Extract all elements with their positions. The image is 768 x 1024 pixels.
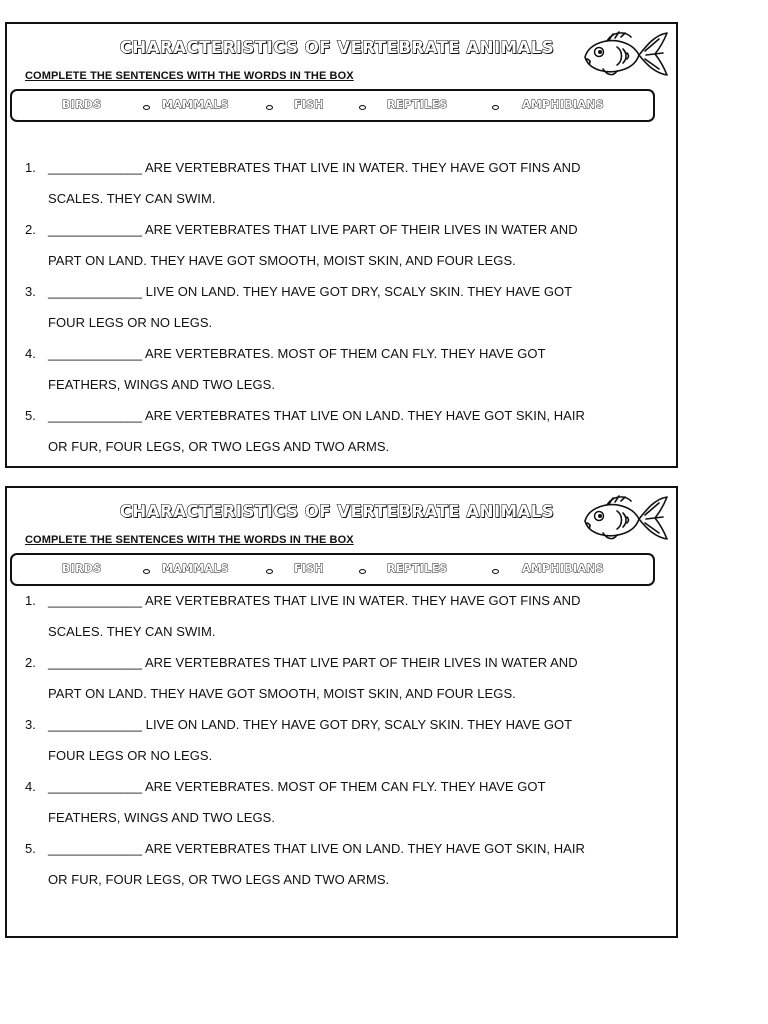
worksheet-1 <box>5 22 678 468</box>
sentence-text-continued: PART ON LAND. THEY HAVE GOT SMOOTH, MOIST SKIN, AND FOUR LEGS. <box>48 253 516 268</box>
bullet-separator <box>143 569 150 574</box>
sentence-text: ARE VERTEBRATES. MOST OF THEM CAN FLY. THEY HAVE GOT <box>144 779 546 794</box>
sentence-text-continued: FOUR LEGS OR NO LEGS. <box>48 748 213 763</box>
bullet-separator <box>266 569 273 574</box>
fish-icon <box>579 27 671 81</box>
instruction-text: COMPLETE THE SENTENCES WITH THE WORDS IN THE BOX <box>25 534 354 546</box>
word-amphibians: AMPHIBIANS <box>522 562 604 575</box>
word-box <box>10 553 655 586</box>
sentence-text-continued: SCALES. THEY CAN SWIM. <box>48 191 216 206</box>
word-amphibians: AMPHIBIANS <box>522 98 604 111</box>
sentence-number: 5. <box>25 841 36 856</box>
word-box <box>10 89 655 122</box>
answer-blank[interactable]: _____________ <box>48 779 142 794</box>
answer-blank[interactable]: _____________ <box>48 160 142 175</box>
bullet-separator <box>492 105 499 110</box>
answer-blank[interactable]: _____________ <box>48 346 142 361</box>
word-reptiles: REPTILES <box>387 98 448 111</box>
sentence-text: ARE VERTEBRATES THAT LIVE IN WATER. THEY HAVE GOT FINS AND <box>144 160 581 175</box>
sentence-number: 2. <box>25 222 36 237</box>
word-fish: FISH <box>294 98 324 111</box>
answer-blank[interactable]: _____________ <box>48 655 142 670</box>
sentence-text-continued: OR FUR, FOUR LEGS, OR TWO LEGS AND TWO ARMS. <box>48 439 390 454</box>
sentence-text-continued: PART ON LAND. THEY HAVE GOT SMOOTH, MOIST SKIN, AND FOUR LEGS. <box>48 686 516 701</box>
sentence-text: LIVE ON LAND. THEY HAVE GOT DRY, SCALY SKIN. THEY HAVE GOT <box>145 717 573 732</box>
fish-icon <box>579 491 671 545</box>
answer-blank[interactable]: _____________ <box>48 841 142 856</box>
sentence-number: 1. <box>25 160 36 175</box>
sentence-number: 4. <box>25 779 36 794</box>
answer-blank[interactable]: _____________ <box>48 408 142 423</box>
sentence-text: ARE VERTEBRATES THAT LIVE ON LAND. THEY HAVE GOT SKIN, HAIR <box>144 841 585 856</box>
sentence-number: 3. <box>25 284 36 299</box>
bullet-separator <box>359 569 366 574</box>
sentence-text: ARE VERTEBRATES THAT LIVE PART OF THEIR LIVES IN WATER AND <box>144 222 578 237</box>
sentence-number: 3. <box>25 717 36 732</box>
sentence-number: 1. <box>25 593 36 608</box>
sentence-text: ARE VERTEBRATES THAT LIVE PART OF THEIR LIVES IN WATER AND <box>144 655 578 670</box>
word-fish: FISH <box>294 562 324 575</box>
sentence-text-continued: FOUR LEGS OR NO LEGS. <box>48 315 213 330</box>
word-birds: BIRDS <box>62 98 102 111</box>
bullet-separator <box>492 569 499 574</box>
answer-blank[interactable]: _____________ <box>48 222 142 237</box>
word-mammals: MAMMALS <box>162 98 229 111</box>
sentence-text: ARE VERTEBRATES THAT LIVE IN WATER. THEY HAVE GOT FINS AND <box>144 593 581 608</box>
worksheet-2 <box>5 486 678 938</box>
answer-blank[interactable]: _____________ <box>48 717 142 732</box>
answer-blank[interactable]: _____________ <box>48 593 142 608</box>
word-birds: BIRDS <box>62 562 102 575</box>
sentence-number: 5. <box>25 408 36 423</box>
sentence-text: ARE VERTEBRATES THAT LIVE ON LAND. THEY HAVE GOT SKIN, HAIR <box>144 408 585 423</box>
sentence-text-continued: FEATHERS, WINGS AND TWO LEGS. <box>48 377 276 392</box>
sentence-number: 4. <box>25 346 36 361</box>
sentence-text: ARE VERTEBRATES. MOST OF THEM CAN FLY. THEY HAVE GOT <box>144 346 546 361</box>
sentence-text-continued: SCALES. THEY CAN SWIM. <box>48 624 216 639</box>
bullet-separator <box>359 105 366 110</box>
sentence-text-continued: OR FUR, FOUR LEGS, OR TWO LEGS AND TWO ARMS. <box>48 872 390 887</box>
sentence-text-continued: FEATHERS, WINGS AND TWO LEGS. <box>48 810 276 825</box>
word-mammals: MAMMALS <box>162 562 229 575</box>
bullet-separator <box>266 105 273 110</box>
sentence-number: 2. <box>25 655 36 670</box>
worksheet-title: CHARACTERISTICS OF VERTEBRATE ANIMALS <box>119 38 555 57</box>
word-reptiles: REPTILES <box>387 562 448 575</box>
worksheet-title: CHARACTERISTICS OF VERTEBRATE ANIMALS <box>119 502 555 521</box>
instruction-text: COMPLETE THE SENTENCES WITH THE WORDS IN THE BOX <box>25 70 354 82</box>
answer-blank[interactable]: _____________ <box>48 284 142 299</box>
sentence-text: LIVE ON LAND. THEY HAVE GOT DRY, SCALY SKIN. THEY HAVE GOT <box>145 284 573 299</box>
bullet-separator <box>143 105 150 110</box>
